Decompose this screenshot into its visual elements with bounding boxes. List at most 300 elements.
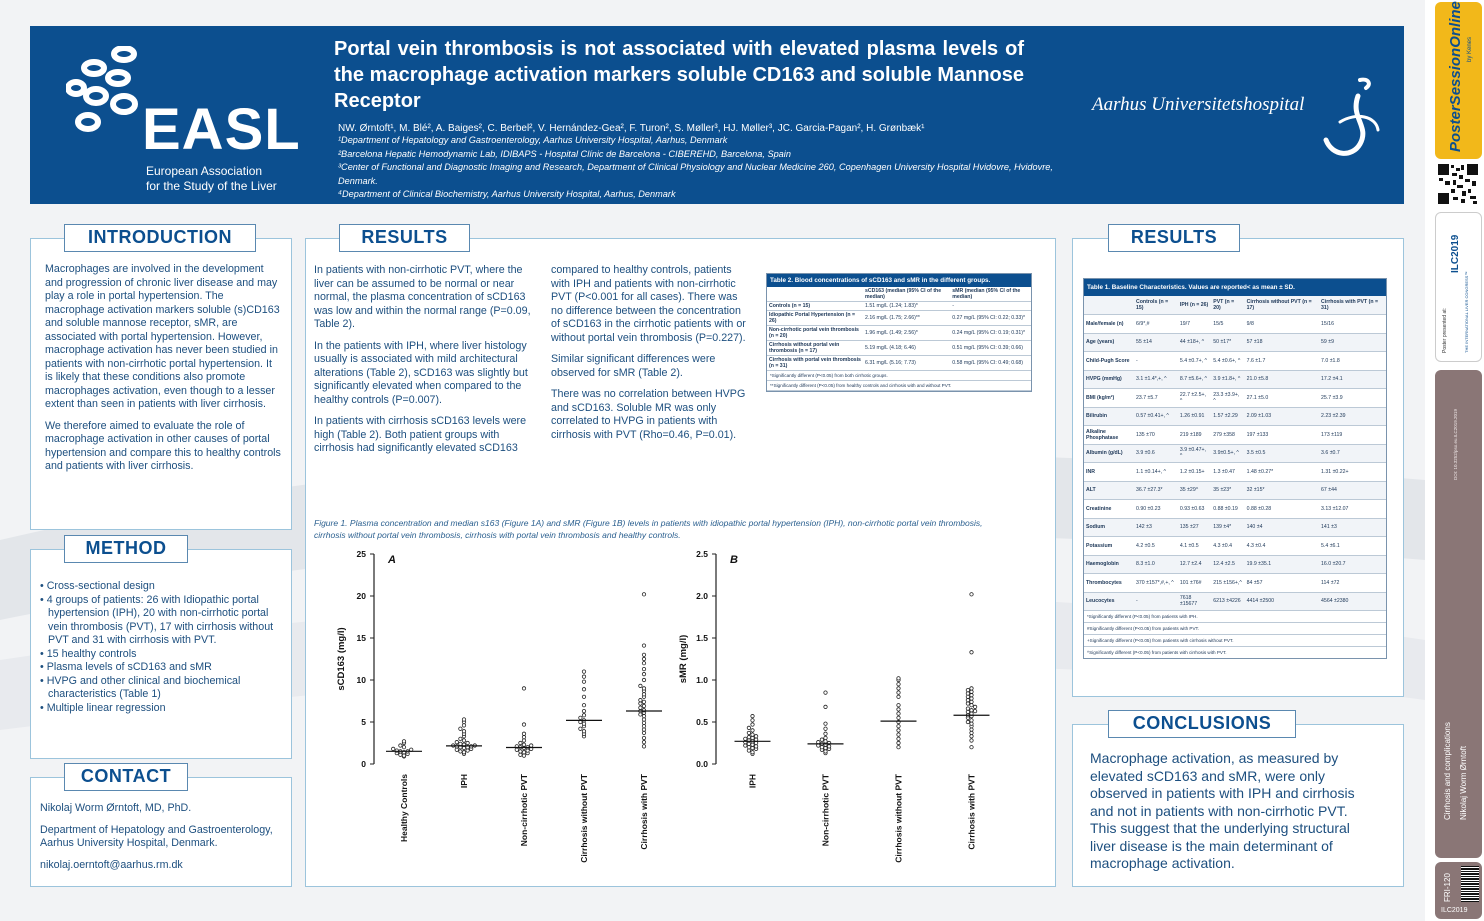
easl-wordmark: EASL	[142, 97, 301, 162]
data-point	[970, 709, 973, 712]
category-label: Non-cirrhotic PVT	[519, 774, 529, 847]
data-point	[751, 751, 754, 754]
results-paragraph: compared to healthy controls, patients with IPH and patients with non-cirrhotic PVT (P<0.001 for all cases). There was no difference between the concentration of sCD163 in the cirrhotic patients with or without portal vein thrombosis (P=0.227).	[551, 264, 746, 344]
data-point	[579, 716, 582, 719]
table-cell: 50 ±17*	[1211, 333, 1244, 352]
table-cell: 140 ±4	[1245, 518, 1319, 537]
table-cell: 2.09 ±1.03	[1245, 407, 1319, 426]
y-tick-label: 5	[361, 717, 366, 727]
table-cell: 1.3 ±0.47	[1211, 463, 1244, 482]
data-point	[897, 733, 900, 736]
ilc-event-sub: THE INTERNATIONAL LIVER CONGRESS™	[1464, 271, 1469, 353]
table-cell: 15/5	[1211, 315, 1244, 334]
pso-brand-badge[interactable]	[1435, 2, 1482, 159]
table-cell: 0.57 ±0.41+, ^	[1134, 407, 1178, 426]
table-cell: 2.16 mg/L (1.75; 2.66)**	[863, 311, 950, 326]
table-2-grid	[767, 287, 1031, 371]
table-row	[1084, 426, 1386, 445]
table-cell: 67 ±44	[1319, 481, 1386, 500]
table-cell: 279 ±358	[1211, 426, 1244, 445]
affiliation-3: ³Center of Functional and Diagnostic Imaging and Research, Department of Clinical Physiology and Nuclear Medicine 260, Copenhagen University Hospital Hvidovre, Hvidovre, Denmark.	[338, 162, 1053, 186]
data-point	[824, 746, 827, 749]
data-point	[582, 670, 585, 673]
table-cell: 35 ±29^	[1178, 481, 1211, 500]
panel-label: B	[730, 554, 738, 566]
data-point	[970, 593, 973, 596]
table-row	[1084, 463, 1386, 482]
data-point	[897, 704, 900, 707]
easl-subtitle-line2: for the Study of the Liver	[146, 179, 277, 193]
table-cell: 5.4 ±0.7+, ^	[1178, 352, 1211, 371]
data-point	[642, 728, 645, 731]
author-list: NW. Ørntoft¹, M. Blé², A. Baiges², C. Berbel², V. Hernández-Gea², F. Turon², S. Møller³, HJ. Møller³, JC. Garcia-Pagan², H. Grønbæk¹	[338, 123, 925, 134]
data-point	[966, 710, 969, 713]
table-cell: -	[1134, 352, 1178, 371]
introduction-paragraph-1: Macrophages are involved in the development and progression of chronic liver disease and may play a role in portal hypertension. The macrophage activation markers soluble (s)CD163 and soluble mannose receptor, sMR, are associated with portal hypertension. However, macrophage activation has never been studied in patients with non-cirrhotic portal hypertension. It is likely that these conditions also promote macrophages activation, even though to a lesser extent than seen in patients with liver cirrhosis.	[45, 263, 280, 410]
data-point	[751, 729, 754, 732]
table-row	[1084, 518, 1386, 537]
table-cell: Leucocytes	[1084, 592, 1134, 611]
table-cell: -	[1134, 592, 1178, 611]
table-cell: INR	[1084, 463, 1134, 482]
data-point	[747, 726, 750, 729]
data-point	[754, 745, 757, 748]
table-cell: Cirrhosis without portal vein thrombosis (n = 17)	[767, 341, 863, 356]
data-point	[642, 653, 645, 656]
table-cell: 8.3 ±1.0	[1134, 555, 1178, 574]
data-point	[747, 746, 750, 749]
table-header-cell	[1084, 296, 1134, 315]
data-point	[522, 732, 525, 735]
table-cell: 25.7 ±3.9	[1319, 389, 1386, 408]
affiliation-2: ²Barcelona Hepatic Hemodynamic Lab, IDIBAPS - Hospital Clínic de Barcelona - CIBEREHD, Barcelona, Spain	[338, 148, 791, 159]
table-cell: 6/9*,#	[1134, 315, 1178, 334]
data-point	[970, 731, 973, 734]
table-cell: 12.7 ±2.4	[1178, 555, 1211, 574]
table-cell: 57 ±18	[1245, 333, 1319, 352]
data-point	[579, 727, 582, 730]
table-row	[1084, 500, 1386, 519]
table-row	[1084, 389, 1386, 408]
table-row	[1084, 592, 1386, 611]
data-point	[642, 745, 645, 748]
category-label: Cirrhosis without PVT	[579, 774, 589, 863]
table-cell: 197 ±133	[1245, 426, 1319, 445]
category-label: Healthy Controls	[399, 774, 409, 843]
data-point	[642, 700, 645, 703]
qr-code-icon[interactable]	[1437, 163, 1479, 205]
table-cell: 84 ±57	[1245, 574, 1319, 593]
table-cell: 3.5 ±0.5	[1245, 444, 1319, 463]
data-point	[639, 698, 642, 701]
data-point	[530, 744, 533, 747]
hospital-logo-icon	[1320, 74, 1382, 162]
data-point	[897, 677, 900, 680]
data-point	[642, 721, 645, 724]
pso-brand-sub: by Kenes	[1467, 36, 1473, 62]
data-point	[970, 687, 973, 690]
table-1-grid	[1084, 296, 1386, 611]
table-cell: 36.7 ±27.3*	[1134, 481, 1178, 500]
table-cell: 1.57 ±2.29	[1211, 407, 1244, 426]
contact-name: Nikolaj Worm Ørntoft, MD, PhD.	[40, 802, 192, 814]
y-tick-label: 0.5	[696, 717, 708, 727]
table-header-cell	[767, 287, 863, 302]
data-point	[897, 725, 900, 728]
table-cell: 44 ±18+, ^	[1178, 333, 1211, 352]
table-cell: 0.51 mg/L (95% CI: 0.39; 0.66)	[950, 341, 1031, 356]
table-cell: 7618 ±15677	[1178, 592, 1211, 611]
table-header-cell: sCD163 (median (95% CI of the median)	[863, 287, 950, 302]
table-header-cell: PVT (n = 20)	[1211, 296, 1244, 315]
data-point	[519, 753, 522, 756]
table-cell: 12.4 ±2.5	[1211, 555, 1244, 574]
table-row	[767, 302, 1031, 311]
data-point	[642, 687, 645, 690]
data-point	[824, 691, 827, 694]
data-point	[459, 737, 462, 740]
data-point	[970, 697, 973, 700]
data-point	[897, 708, 900, 711]
table-2-note: **Significantly different (P<0.05) from healthy controls and cirrhosis with and without PVT.	[767, 381, 1031, 391]
table-cell: 0.93 ±0.63	[1178, 500, 1211, 519]
figure-1-caption: Figure 1. Plasma concentration and median s163 (Figure 1A) and sMR (Figure 1B) levels in patients with idiopathic portal hypertension (IPH), non-cirrhotic portal vein thrombosis, cirrhosis without portal vein thrombosis, cirrhosis with portal vein thrombosis and healthy controls.	[314, 518, 983, 540]
conclusions-text: Macrophage activation, as measured by elevated sCD163 and sMR, were only observed in patients with IPH and cirrhosis and not in patients with non-cirrhotic PVT. This suggest that the underlying structural liver disease is the main determinant of macrophage activation.	[1090, 750, 1355, 871]
data-point	[642, 657, 645, 660]
data-point	[582, 730, 585, 733]
table-cell: Albumin (g/dL)	[1084, 444, 1134, 463]
results-column-1	[314, 264, 536, 464]
data-point	[747, 742, 750, 745]
data-point	[744, 744, 747, 747]
data-point	[399, 744, 402, 747]
data-point	[824, 750, 827, 753]
results-paragraph: Similar significant differences were observed for sMR (Table 2).	[551, 353, 716, 379]
results-paragraph: There was no correlation between HVPG and sCD163. Soluble MR was only correlated to HVPG in patients with cirrhosis with PVT (Rho=0.46, P=0.01).	[551, 388, 746, 441]
table-header-cell: Cirrhosis with PVT (n = 31)	[1319, 296, 1386, 315]
data-point	[402, 746, 405, 749]
table-cell: 0.88 ±0.19	[1211, 500, 1244, 519]
table-cell: 8.7 ±5.6+, ^	[1178, 370, 1211, 389]
figure-1a-chart	[330, 544, 675, 874]
table-1	[1083, 278, 1387, 659]
data-point	[970, 728, 973, 731]
y-tick-label: 25	[356, 549, 366, 559]
easl-logo	[66, 46, 301, 193]
data-point	[642, 667, 645, 670]
data-point	[966, 720, 969, 723]
table-cell: Child-Pugh Score	[1084, 352, 1134, 371]
table-cell: Alkaline Phosphatase	[1084, 426, 1134, 445]
data-point	[582, 709, 585, 712]
data-point	[966, 698, 969, 701]
table-2-note: *Significantly different (P<0.05) from both cirrhotic groups.	[767, 371, 1031, 381]
contact-email[interactable]: nikolaj.oerntoft@aarhus.rm.dk	[40, 858, 183, 871]
table-cell: 55 ±14	[1134, 333, 1178, 352]
data-point	[582, 688, 585, 691]
table-cell: 3.9 ±0.47+, ^	[1178, 444, 1211, 463]
category-label: Cirrhosis without PVT	[893, 774, 904, 863]
data-point	[642, 740, 645, 743]
method-item: • Plasma levels of sCD163 and sMR	[40, 661, 212, 673]
table-row	[767, 356, 1031, 371]
data-point	[897, 687, 900, 690]
table-row	[767, 326, 1031, 341]
table-cell: 142 ±3	[1134, 518, 1178, 537]
table-cell: 7.6 ±1.7	[1245, 352, 1319, 371]
data-point	[522, 754, 525, 757]
data-point	[744, 737, 747, 740]
results-paragraph: In the patients with IPH, where liver histology usually is associated with mild architectural alterations (Table 2), sCD163 was slightly but significantly elevated when compared to the healthy controls (P=0.007).	[314, 339, 528, 406]
data-point	[582, 704, 585, 707]
table-cell: 19/7	[1178, 315, 1211, 334]
data-point	[820, 738, 823, 741]
table-cell: 1.31 ±0.22+	[1319, 463, 1386, 482]
table-cell: Non-cirrhotic portal vein thrombosis (n = 20)	[767, 326, 863, 341]
hospital-name: Aarhus Universitetshospital	[1092, 94, 1305, 115]
method-item: • HVPG and other clinical and biochemical characteristics (Table 1)	[40, 674, 241, 700]
table-cell: 1.26 ±0.91	[1178, 407, 1211, 426]
data-point	[970, 746, 973, 749]
table-1-caption: Table 1. Baseline Characteristics. Values are reported< as mean ± SD.	[1084, 279, 1386, 296]
table-cell: 2.23 ±2.39	[1319, 407, 1386, 426]
table-cell: 23.7 ±5.7	[1134, 389, 1178, 408]
table-cell: 15/16	[1319, 315, 1386, 334]
data-point	[522, 751, 525, 754]
poster-code-badge	[1435, 862, 1482, 919]
table-cell: 4.1 ±0.5	[1178, 537, 1211, 556]
table-row	[1084, 537, 1386, 556]
table-header-row	[767, 287, 1031, 302]
table-cell: 23.3 ±3.9+, ^	[1211, 389, 1244, 408]
table-cell: 1.1 ±0.14+, ^	[1134, 463, 1178, 482]
table-cell: Male/female (n)	[1084, 315, 1134, 334]
data-point	[642, 736, 645, 739]
data-point	[522, 735, 525, 738]
data-point	[751, 714, 754, 717]
table-header-row	[1084, 296, 1386, 315]
table-cell: HVPG (mmHg)	[1084, 370, 1134, 389]
table-cell: 3.13 ±12.07	[1319, 500, 1386, 519]
category-label: Non-cirrhotic PVT	[820, 774, 831, 847]
table-header-cell: Cirrhosis without PVT (n = 17)	[1245, 296, 1319, 315]
table-cell: Idiopathic Portal Hypertension (n = 26)	[767, 311, 863, 326]
table-cell: BMI (kg/m²)	[1084, 389, 1134, 408]
data-point	[582, 680, 585, 683]
table-cell: 1.2 ±0.15+	[1178, 463, 1211, 482]
table-cell: 1.96 mg/L (1.49; 2.56)*	[863, 326, 950, 341]
table-cell: 135 ±27	[1178, 518, 1211, 537]
category-label: IPH	[747, 774, 758, 789]
introduction-heading: INTRODUCTION	[64, 224, 256, 252]
data-point	[824, 705, 827, 708]
introduction-text	[45, 263, 281, 482]
data-point	[522, 723, 525, 726]
easl-hexagon-icon	[66, 46, 146, 136]
author-text: Nikolaj Worm Ørntoft	[1459, 745, 1468, 820]
poster-header	[30, 26, 1404, 204]
easl-subtitle	[146, 164, 277, 194]
table-cell: Bilirubin	[1084, 407, 1134, 426]
method-item: • Multiple linear regression	[40, 701, 166, 714]
table-header-cell: IPH (n = 26)	[1178, 296, 1211, 315]
table-cell: 7.0 ±1.8	[1319, 352, 1386, 371]
results-table-heading: RESULTS	[1108, 224, 1240, 252]
poster-title: Portal vein thrombosis is not associated with elevated plasma levels of the macrophage activation markers soluble CD163 and soluble Mannose Receptor	[334, 38, 1024, 112]
y-tick-label: 20	[356, 591, 366, 601]
data-point	[824, 727, 827, 730]
data-point	[970, 693, 973, 696]
data-point	[966, 692, 969, 695]
data-point	[973, 709, 976, 712]
data-point	[582, 714, 585, 717]
table-cell: 32 ±15*	[1245, 481, 1319, 500]
doi-text: DOI: 10.3252/pso.eu.ILC2019.2019	[1453, 408, 1458, 480]
footer-event: ILC2019	[1441, 907, 1468, 914]
y-tick-label: 0	[361, 759, 366, 769]
table-cell: 114 ±72	[1319, 574, 1386, 593]
table-cell: 5.4 ±0.6+, ^	[1211, 352, 1244, 371]
table-cell: 9/8	[1245, 315, 1319, 334]
data-point	[751, 736, 754, 739]
contact-info	[40, 802, 286, 880]
data-point	[966, 702, 969, 705]
table-cell: 3.1 ±1.4*,+, ^	[1134, 370, 1178, 389]
y-axis-label: sCD163 (mg/l)	[336, 627, 347, 691]
table-cell: 141 ±3	[1319, 518, 1386, 537]
data-point	[970, 704, 973, 707]
table-cell: 35 ±23*	[1211, 481, 1244, 500]
data-point	[751, 743, 754, 746]
table-cell: 22.7 ±2.5+, ^	[1178, 389, 1211, 408]
data-point	[747, 735, 750, 738]
table-1-note: *Significantly different (P<0.05) from patients with IPH.	[1084, 611, 1386, 623]
table-cell: 21.0 ±5.8	[1245, 370, 1319, 389]
category-label: Cirrhosis with PVT	[639, 774, 649, 850]
data-point	[642, 678, 645, 681]
data-point	[462, 730, 465, 733]
data-point	[462, 718, 465, 721]
contact-department: Department of Hepatology and Gastroenterology, Aarhus University Hospital, Denmark.	[40, 823, 273, 849]
table-1-note: #Significantly different (P<0.05) from patients with PVT.	[1084, 623, 1386, 635]
table-cell: Potassium	[1084, 537, 1134, 556]
table-cell: 0.27 mg/L (95% CI: 0.22; 0.33)*	[950, 311, 1031, 326]
data-point	[522, 743, 525, 746]
conclusions-heading: CONCLUSIONS	[1108, 710, 1296, 738]
table-cell: Controls (n = 15)	[767, 302, 863, 311]
ilc-event-badge	[1435, 212, 1482, 362]
table-cell: 135 ±70	[1134, 426, 1178, 445]
data-point	[973, 705, 976, 708]
poster-code: FRI-120	[1443, 873, 1452, 902]
pso-brand: PosterSessionOnline	[1447, 1, 1464, 152]
table-cell: 59 ±9	[1319, 333, 1386, 352]
table-cell: 19.9 ±35.1	[1245, 555, 1319, 574]
table-cell: Thrombocytes	[1084, 574, 1134, 593]
table-row	[1084, 407, 1386, 426]
data-point	[970, 690, 973, 693]
data-point	[642, 693, 645, 696]
table-cell: 0.24 mg/L (95% CI: 0.19; 0.31)*	[950, 326, 1031, 341]
table-cell: Age (years)	[1084, 333, 1134, 352]
table-cell: 17.2 ±4.1	[1319, 370, 1386, 389]
table-cell: 6213 ±4226	[1211, 592, 1244, 611]
y-axis-label: sMR (mg/l)	[678, 634, 689, 684]
data-point	[582, 675, 585, 678]
table-cell: 0.58 mg/L (95% CI: 0.49; 0.68)	[950, 356, 1031, 371]
table-row	[1084, 352, 1386, 371]
data-point	[459, 727, 462, 730]
data-point	[466, 749, 469, 752]
category-text: Cirrhosis and complications	[1443, 722, 1452, 820]
table-row	[767, 311, 1031, 326]
data-point	[399, 753, 402, 756]
data-point	[639, 713, 642, 716]
data-point	[824, 722, 827, 725]
data-point	[897, 683, 900, 686]
easl-subtitle-line1: European Association	[146, 164, 263, 178]
method-heading: METHOD	[64, 535, 188, 563]
data-point	[970, 700, 973, 703]
table-cell: 4414 ±2500	[1245, 592, 1319, 611]
table-row	[767, 341, 1031, 356]
data-point	[827, 745, 830, 748]
y-tick-label: 15	[356, 633, 366, 643]
data-point	[754, 735, 757, 738]
data-point	[751, 723, 754, 726]
table-header-cell: sMR (median (95% CI of the median)	[950, 287, 1031, 302]
data-point	[639, 706, 642, 709]
data-point	[897, 737, 900, 740]
data-point	[462, 751, 465, 754]
data-point	[402, 740, 405, 743]
data-point	[526, 749, 529, 752]
y-tick-label: 0.0	[696, 759, 708, 769]
data-point	[970, 722, 973, 725]
contact-heading: CONTACT	[64, 763, 188, 791]
data-point	[897, 746, 900, 749]
table-cell: 139 ±4*	[1211, 518, 1244, 537]
figure-1b-chart	[672, 544, 1012, 874]
panel-label: A	[388, 554, 396, 566]
data-point	[455, 748, 458, 751]
data-point	[824, 740, 827, 743]
table-cell: 3.9 ±1.8+, ^	[1211, 370, 1244, 389]
data-point	[462, 746, 465, 749]
data-point	[639, 684, 642, 687]
y-tick-label: 2.0	[696, 591, 708, 601]
method-list	[40, 580, 286, 715]
data-point	[582, 722, 585, 725]
data-point	[824, 732, 827, 735]
table-1-note: +Significantly different (P<0.05) from patients with cirrhosis without PVT.	[1084, 635, 1386, 647]
table-row	[1084, 333, 1386, 352]
method-item: • 15 healthy controls	[40, 647, 137, 660]
y-tick-label: 10	[356, 675, 366, 685]
data-point	[515, 748, 518, 751]
ilc-event-name: ILC2019	[1450, 234, 1461, 273]
data-point	[970, 719, 973, 722]
data-point	[642, 593, 645, 596]
table-cell: Cirrhosis with portal vein thrombosis (n = 31)	[767, 356, 863, 371]
table-cell: 0.88 ±0.28	[1245, 500, 1319, 519]
affiliations	[338, 134, 1058, 202]
data-point	[582, 695, 585, 698]
data-point	[642, 718, 645, 721]
table-cell: 3.9±0.5+, ^	[1211, 444, 1244, 463]
table-cell: 370 ±157*,#,+, ^	[1134, 574, 1178, 593]
table-row	[1084, 555, 1386, 574]
